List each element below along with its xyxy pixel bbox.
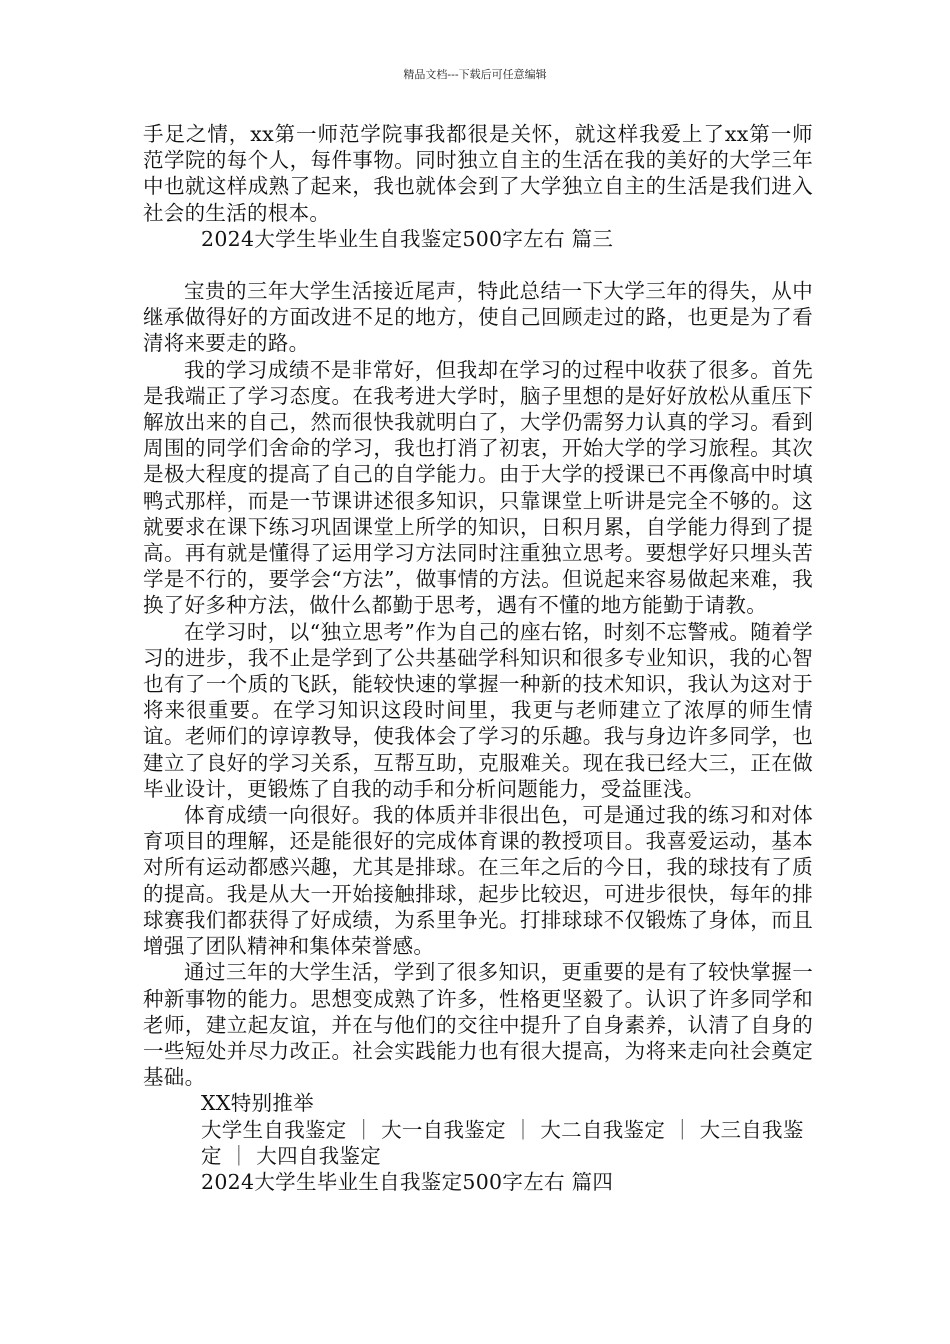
paragraph-continued: 手足之情，xx第一师范学院事我都很是关怀，就这样我爱上了xx第一师范学院的每个人，每件事物。同时独立自主的生活在我的美好的大学三年中也就这样成熟了起来，我也就体会到了大学独立自主的生活是我们进入社会的生活的根本。: [143, 122, 813, 225]
link-junior-self-appraisal[interactable]: 大三自我鉴定: [201, 1117, 804, 1168]
related-links: [143, 1117, 813, 1169]
link-freshman-self-appraisal[interactable]: 大一自我鉴定: [381, 1117, 506, 1142]
recommend-label: XX特别推举: [201, 1091, 314, 1116]
link-senior-self-appraisal[interactable]: 大四自我鉴定: [256, 1143, 382, 1168]
blank-line: [143, 252, 813, 278]
paragraph-sports: 体育成绩一向很好。我的体质并非很出色，可是通过我的练习和对体育项目的理解，还是能很好的完成体育课的教授项目。我喜爱运动，基本对所有运动都感兴趣，尤其是排球。在三年之后的今日，我的球技有了质的提高。我是从大一开始接触排球，起步比较迟，可进步很快，每年的排球赛我们都获得了好成绩，为系里争光。打排球球不仅锻炼了身体，而且增强了团队精神和集体荣誉感。: [143, 803, 813, 959]
paragraph-intro: 宝贵的三年大学生活接近尾声，特此总结一下大学三年的得失，从中继承做得好的方面改进不足的地方，使自己回顾走过的路，也更是为了看清将来要走的路。: [143, 279, 813, 356]
link-sophomore-self-appraisal[interactable]: 大二自我鉴定: [540, 1117, 666, 1142]
paragraph-independent-thinking: 在学习时，以“独立思考”作为自己的座右铭，时刻不忘警戒。随着学习的进步，我不止是学到了公共基础学科知识和很多专业知识，我的心智也有了一个质的飞跃，能较快速的掌握一种新的技术知识，我认为这对于将来很重要。在学习知识这段时间里，我更与老师建立了浓厚的师生情谊。老师们的谆谆教导，使我体会了学习的乐趣。我与身边许多同学，也建立了良好的学习关系，互帮互助，克服难关。现在我已经大三，正在做毕业设计，更锻炼了自我的动手和分析问题能力，受益匪浅。: [143, 619, 813, 801]
link-separator: ｜: [228, 1143, 250, 1168]
document-body: [143, 121, 813, 1195]
page-header: 精品文档---下载后可任意编辑: [403, 68, 547, 81]
link-separator: ｜: [672, 1117, 693, 1142]
paragraph-summary: 通过三年的大学生活，学到了很多知识，更重要的是有了较快掌握一种新事物的能力。思想变成熟了许多，性格更坚毅了。认识了许多同学和老师，建立起友谊，并在与他们的交往中提升了自身素养，认清了自身的一些短处并尽力改正。社会实践能力也有很大提高，为将来走向社会奠定基础。: [143, 960, 813, 1090]
link-separator: ｜: [353, 1117, 375, 1142]
link-college-self-appraisal[interactable]: 大学生自我鉴定: [201, 1117, 347, 1142]
section-heading-3: 2024大学生毕业生自我鉴定500字左右 篇三: [201, 226, 614, 251]
paragraph-study: 我的学习成绩不是非常好，但我却在学习的过程中收获了很多。首先是我端正了学习态度。在我考进大学时，脑子里想的是好好放松从重压下解放出来的自己，然而很快我就明白了，大学仍需努力认真的学习。看到周围的同学们舍命的学习，我也打消了初衷，开始大学的学习旅程。其次是极大程度的提高了自己的自学能力。由于大学的授课已不再像高中时填鸭式那样，而是一节课讲述很多知识，只靠课堂上听讲是完全不够的。这就要求在课下练习巩固课堂上所学的知识，日积月累，自学能力得到了提高。再有就是懂得了运用学习方法同时注重独立思考。要想学好只埋头苦学是不行的，要学会“方法”，做事情的方法。但说起来容易做起来难，我换了好多种方法，做什么都勤于思考，遇有不懂的地方能勤于请教。: [143, 357, 813, 618]
link-separator: ｜: [512, 1117, 534, 1142]
section-heading-4: 2024大学生毕业生自我鉴定500字左右 篇四: [201, 1169, 614, 1194]
